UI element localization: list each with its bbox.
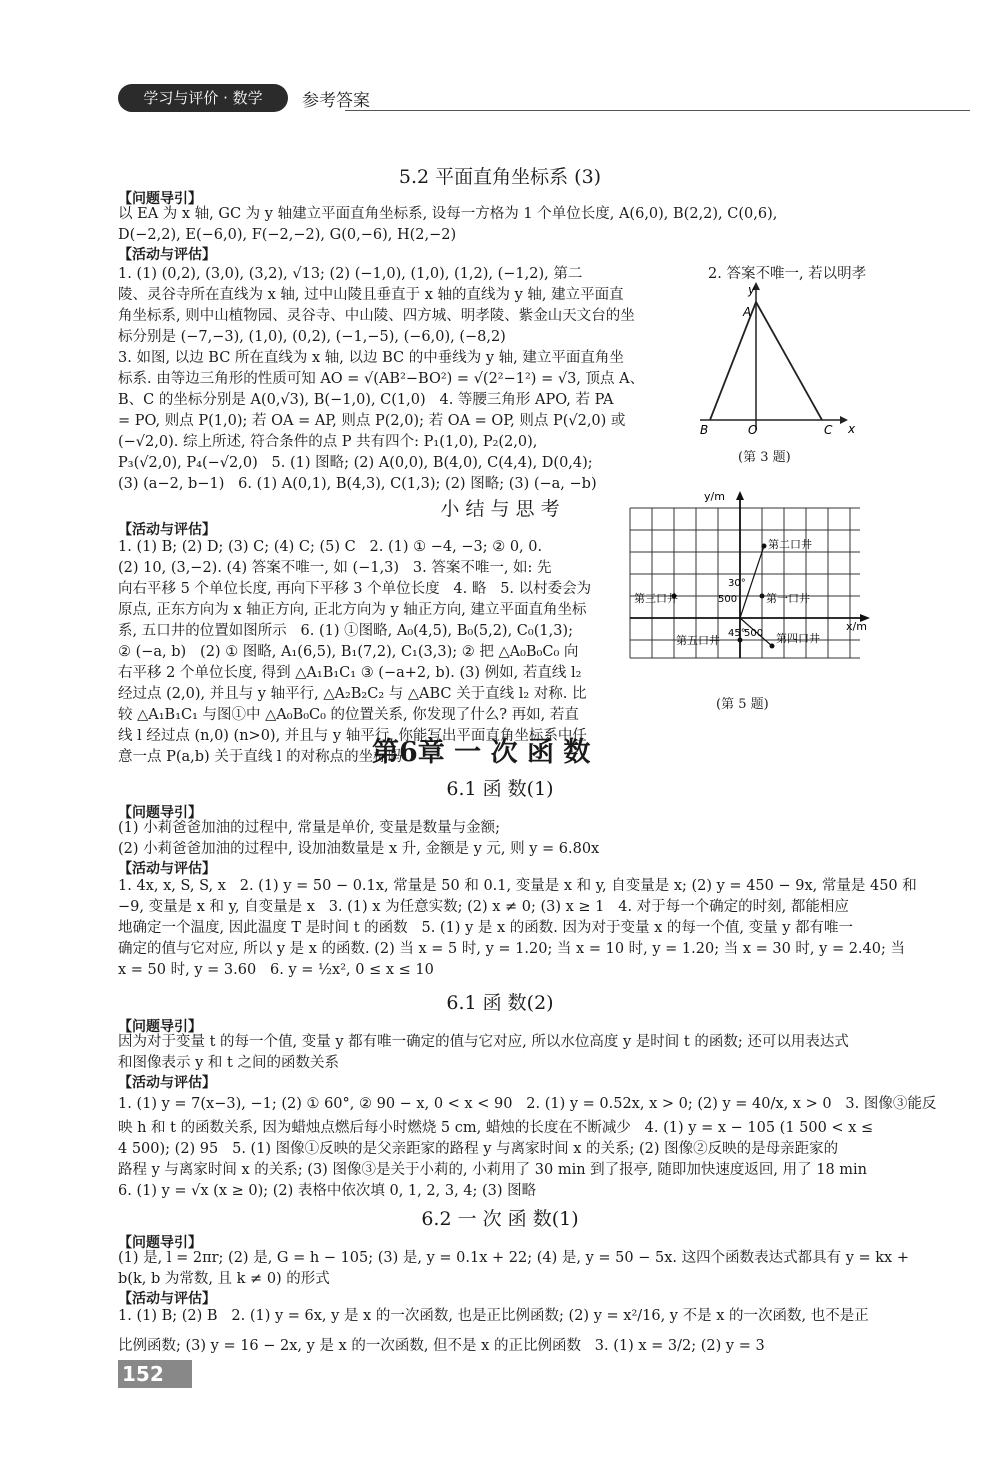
sec61b-activity-label: 【活动与评估】 (118, 1075, 216, 1091)
sec61a-act-line-1: 1. 4x, x, S, S, x 2. (1) y = 50 − 0.1x, 常量是 50 和 0.1, 变量是 x 和 y, 自变量是 x; (2) y = 450 − 9x, 常量是 450 和 (118, 878, 917, 894)
sec61a-guide-label: 【问题导引】 (118, 805, 202, 821)
sec61a-guide-line-1: (1) 小莉爸爸加油的过程中, 常量是单价, 变量是数量与金额; (118, 820, 500, 836)
sec61a-act-line-4: 确定的值与它对应, 所以 y 是 x 的函数. (2) 当 x = 5 时, y = 1.20; 当 x = 10 时, y = 1.20; 当 x = 30 时, y = 2.40; 当 (118, 941, 905, 957)
sec61a-activity-label: 【活动与评估】 (118, 861, 216, 877)
sec52-guide-label: 【问题导引】 (118, 191, 202, 207)
summary-line-3: 向右平移 5 个单位长度, 再向下平移 3 个单位长度 4. 略 5. 以村委会为 (118, 581, 592, 597)
fig3-x-arrow (840, 416, 848, 424)
sec52-side-note: 2. 答案不唯一, 若以明孝 (708, 266, 867, 282)
fig3-label-c: C (824, 423, 833, 437)
section-6-1-1-title: 6.1 函 数(1) (446, 778, 554, 800)
fig5-label-xm: x/m (846, 620, 867, 633)
summary-activity-label: 【活动与评估】 (118, 522, 216, 538)
summary-line-4: 原点, 正东方向为 x 轴正方向, 正北方向为 y 轴正方向, 建立平面直角坐标 (118, 602, 587, 618)
fig5-point-well2 (762, 544, 767, 549)
sec62-guide-line-1: (1) 是, l = 2πr; (2) 是, G = h − 105; (3) 是, y = 0.1x + 22; (4) 是, y = 50 − 5x. 这四个函数表达式都具有 y = kx + (118, 1250, 909, 1266)
fig5-label-500a: 500 (718, 594, 738, 605)
sec52-act-line-7: B、C 的坐标分别是 A(0,√3), B(−1,0), C(1,0) 4. 等腰三角形 APO, 若 PA (118, 392, 614, 408)
sec52-act-line-2: 陵、灵谷寺所在直线为 x 轴, 过中山陵且垂直于 x 轴的直线为 y 轴, 建立平面直 (118, 287, 624, 303)
sec52-act-line-8: = PO, 则点 P(1,0); 若 OA = AP, 则点 P(2,0); 若 OA = OP, 则点 P(√2,0) 或 (118, 413, 626, 429)
fig5-label-30: 30° (728, 578, 746, 589)
sec52-act-line-9: (−√2,0). 综上所述, 符合条件的点 P 共有四个: P₁(1,0), P₂(2,0), (118, 434, 538, 450)
fig5-label-500b: 500 (744, 628, 764, 639)
sec52-act-line-10: P₃(√2,0), P₄(−√2,0) 5. (1) 图略; (2) A(0,0), B(4,0), C(4,4), D(0,4); (118, 455, 593, 471)
section-5-2-title: 5.2 平面直角坐标系 (3) (398, 166, 602, 188)
fig3-side-ab (710, 302, 756, 420)
fig3-side-ac (756, 302, 822, 420)
fig5-label-45: 45° (728, 628, 746, 639)
summary-line-10: 线 l 经过点 (n,0) (n>0), 并且与 y 轴平行, 你能写出平面直角坐标系中任 (118, 728, 587, 744)
fig5-y-arrow (736, 491, 744, 500)
sec52-act-line-4: 标分别是 (−7,−3), (1,0), (0,2), (−1,−5), (−6,0), (−8,2) (118, 329, 506, 345)
fig5-label-well5: 第五口井 (676, 634, 720, 647)
sec62-guide-label: 【问题导引】 (118, 1235, 202, 1251)
sec62-act-line-2: 比例函数; (3) y = 16 − 2x, y 是 x 的一次函数, 但不是 x 的正比例函数 3. (1) x = 3/2; (2) y = 3 (118, 1338, 765, 1354)
sec61b-guide-line-2: 和图像表示 y 和 t 之间的函数关系 (118, 1055, 339, 1071)
fig3-label-b: B (700, 423, 709, 437)
fig5-label-ym: y/m (704, 490, 725, 503)
sec52-guide-line-2: D(−2,2), E(−6,0), F(−2,−2), G(0,−6), H(2,−2) (118, 227, 457, 243)
sec61a-act-line-5: x = 50 时, y = 3.60 6. y = ½x², 0 ≤ x ≤ 10 (118, 962, 434, 978)
sec52-act-line-1: 1. (1) (0,2), (3,0), (3,2), √13; (2) (−1,0), (1,0), (1,2), (−1,2), 第二 (118, 266, 583, 282)
summary-line-2: (2) 10, (3,−2). (4) 答案不唯一, 如 (−1,3) 3. 答案不唯一, 如: 先 (118, 560, 552, 576)
sec52-act-line-6: 标系. 由等边三角形的性质可知 AO = √(AB²−BO²) = √(2²−1²) = √3, 顶点 A、 (118, 371, 645, 387)
book-title-badge: 学习与评价 · 数学 (118, 84, 288, 112)
fig5-label-well1: 第一口井 (766, 592, 810, 605)
summary-line-8: 经过点 (2,0), 并且与 y 轴平行, △A₂B₂C₂ 与 △ABC 关于直线 l₂ 对称. 比 (118, 686, 587, 702)
fig3-label-o: O (748, 423, 758, 437)
fig5-label-well3: 第三口井 (634, 592, 678, 605)
sec52-act-line-3: 角坐标系, 则中山植物园、灵谷寺、中山陵、四方城、明孝陵、紫金山天文台的坐 (118, 308, 635, 324)
fig5-label-well4: 第四口井 (776, 632, 820, 645)
sec52-activity-label: 【活动与评估】 (118, 247, 216, 263)
sec61a-act-line-3: 地确定一个温度, 因此温度 T 是时间 t 的函数 5. (1) y 是 x 的函数. 因为对于变量 x 的每一个值, 变量 y 都有唯一 (118, 920, 854, 936)
sec62-activity-label: 【活动与评估】 (118, 1291, 216, 1307)
figure-3-caption: (第 3 题) (738, 450, 791, 465)
page-number: 152 (118, 1360, 192, 1388)
sec61b-act-line-1: 1. (1) y = 7(x−3), −1; (2) ① 60°, ② 90 − x, 0 < x < 90 2. (1) y = 0.52x, x > 0; (2) y = 40/x, x > 0 3. 图像③能反 (118, 1096, 937, 1112)
sec52-guide-line-1: 以 EA 为 x 轴, GC 为 y 轴建立平面直角坐标系, 设每一方格为 1 个单位长度, A(6,0), B(2,2), C(0,6), (118, 206, 778, 222)
fig3-label-a: A (743, 305, 752, 319)
sec61b-act-line-5: 6. (1) y = √x (x ≥ 0); (2) 表格中依次填 0, 1, 2, 3, 4; (3) 图略 (118, 1183, 537, 1199)
sec61a-act-line-2: −9, 变量是 x 和 y, 自变量是 x 3. (1) x 为任意实数; (2) x ≠ 0; (3) x ≥ 1 4. 对于每一个确定的时刻, 都能相应 (118, 899, 849, 915)
summary-line-5: 系, 五口井的位置如图所示 6. (1) ①图略, A₀(4,5), B₀(5,2), C₀(1,3); (118, 623, 573, 639)
sec61b-act-line-2: 映 h 和 t 的函数关系, 因为蜡烛点燃后每小时燃烧 5 cm, 蜡烛的长度在不断减少 4. (1) y = x − 105 (1 500 < x ≤ (118, 1120, 874, 1136)
sec61b-act-line-3: 4 500); (2) 95 5. (1) 图像①反映的是父亲距家的路程 y 与离家时间 x 的关系; (2) 图像②反映的是母亲距家的 (118, 1141, 839, 1157)
section-6-1-2-title: 6.1 函 数(2) (446, 992, 554, 1014)
sec61b-guide-line-1: 因为对于变量 t 的每一个值, 变量 y 都有唯一确定的值与它对应, 所以水位高度 y 是时间 t 的函数; 还可以用表达式 (118, 1034, 849, 1050)
sec52-act-line-11: (3) (a−2, b−1) 6. (1) A(0,1), B(4,3), C(1,3); (2) 图略; (3) (−a, −b) (118, 476, 597, 492)
fig5-label-well2: 第二口井 (768, 538, 812, 551)
sec61b-guide-label: 【问题导引】 (118, 1019, 202, 1035)
summary-line-9: 较 △A₁B₁C₁ 与图①中 △A₀B₀C₀ 的位置关系, 你发现了什么? 再如, 若直 (118, 707, 579, 723)
sec61a-guide-line-2: (2) 小莉爸爸加油的过程中, 设加油数量是 x 升, 金额是 y 元, 则 y = 6.80x (118, 841, 600, 857)
summary-line-1: 1. (1) B; (2) D; (3) C; (4) C; (5) C 2. (1) ① −4, −3; ② 0, 0. (118, 539, 543, 555)
chapter-6-title: 第6章 一 次 函 数 (372, 737, 591, 768)
sec52-act-line-5: 3. 如图, 以边 BC 所在直线为 x 轴, 以边 BC 的中垂线为 y 轴, 建立平面直角坐 (118, 350, 624, 366)
summary-line-11: 意一点 P(a,b) 关于直线 l 的对称点的坐标吗 (118, 749, 403, 765)
sec62-act-line-1: 1. (1) B; (2) B 2. (1) y = 6x, y 是 x 的一次函数, 也是正比例函数; (2) y = x²/16, y 不是 x 的一次函数, 也不是正 (118, 1308, 869, 1324)
figure-5-wells-grid (624, 486, 874, 668)
section-6-2-1-title: 6.2 一 次 函 数(1) (421, 1208, 579, 1230)
header-rule (345, 110, 970, 111)
fig3-label-y: y (748, 283, 756, 297)
summary-line-7: 右平移 2 个单位长度, 得到 △A₁B₁C₁ ③ (−a+2, b). (3) 例如, 若直线 l₂ (118, 665, 582, 681)
figure-5-caption: (第 5 题) (716, 697, 769, 712)
sec61b-act-line-4: 路程 y 与离家时间 x 的关系; (3) 图像③是关于小莉的, 小莉用了 30 min 到了报亭, 随即加快速度返回, 用了 18 min (118, 1162, 867, 1178)
fig5-point-well1 (760, 594, 765, 599)
summary-line-6: ② (−a, b) (2) ① 图略, A₁(6,5), B₁(7,2), C₁(3,3); ② 把 △A₀B₀C₀ 向 (118, 644, 579, 660)
header-answers-label: 参考答案 (302, 91, 370, 111)
summary-title: 小 结 与 思 考 (440, 498, 560, 520)
fig5-point-well4 (770, 644, 775, 649)
sec62-guide-line-2: b(k, b 为常数, 且 k ≠ 0) 的形式 (118, 1271, 330, 1287)
fig3-label-x: x (848, 422, 856, 436)
